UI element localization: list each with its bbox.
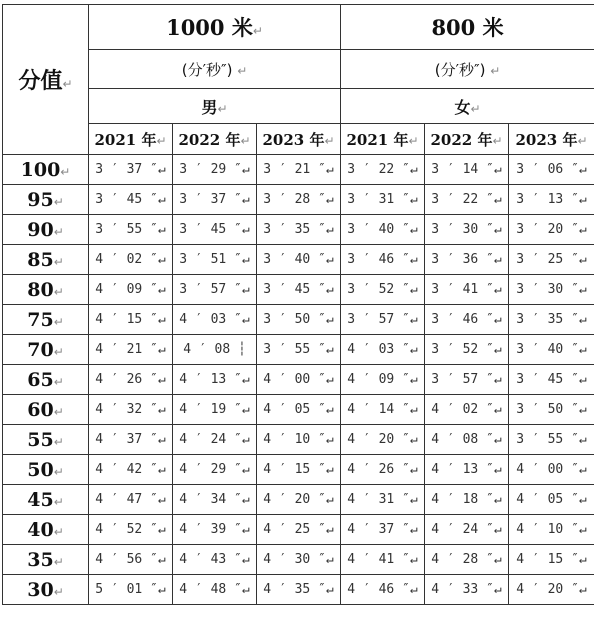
time-cell bbox=[173, 215, 257, 245]
time-cell bbox=[89, 395, 173, 425]
time-cell bbox=[425, 485, 509, 515]
gender-female-cell bbox=[341, 89, 595, 124]
year-header-cell bbox=[509, 124, 595, 155]
year-header-cell bbox=[425, 124, 509, 155]
paragraph-mark: ↵ bbox=[60, 164, 71, 179]
time-cell bbox=[341, 365, 425, 395]
time-cell bbox=[509, 425, 595, 455]
time-value: 3 ′ 50 ″↵ bbox=[516, 402, 587, 417]
time-cell bbox=[341, 275, 425, 305]
paragraph-mark: ↵ bbox=[53, 254, 64, 269]
paragraph-mark: ↵ bbox=[490, 63, 501, 78]
time-cell bbox=[257, 185, 341, 215]
time-value: 3 ′ 25 ″↵ bbox=[516, 252, 587, 267]
time-cell bbox=[509, 365, 595, 395]
table-row bbox=[3, 335, 595, 365]
points-cell bbox=[3, 455, 89, 485]
page-edge bbox=[594, 0, 600, 619]
year-suffix: 年 bbox=[562, 130, 578, 149]
time-value: 3 ′ 55 ″↵ bbox=[516, 432, 587, 447]
time-value: 4 ′ 52 ″↵ bbox=[95, 522, 166, 537]
time-value: 3 ′ 46 ″↵ bbox=[347, 252, 418, 267]
time-cell bbox=[173, 305, 257, 335]
time-cell bbox=[173, 185, 257, 215]
paragraph-mark: ↵ bbox=[53, 224, 64, 239]
paragraph-mark: ↵ bbox=[53, 464, 64, 479]
event-800m-unit: 米 bbox=[482, 16, 504, 40]
time-value: 3 ′ 45 ″↵ bbox=[263, 282, 334, 297]
time-value: 4 ′ 37 ″↵ bbox=[95, 432, 166, 447]
time-value: 3 ′ 30 ″↵ bbox=[516, 282, 587, 297]
time-value: 3 ′ 14 ″↵ bbox=[431, 162, 502, 177]
time-cell bbox=[257, 395, 341, 425]
year-number: 2021 bbox=[346, 130, 389, 149]
time-value: 4 ′ 26 ″↵ bbox=[347, 462, 418, 477]
time-cell bbox=[509, 185, 595, 215]
time-cell bbox=[173, 425, 257, 455]
paragraph-mark: ↵ bbox=[53, 434, 64, 449]
points-cell bbox=[3, 545, 89, 575]
points-value: 85 bbox=[27, 248, 54, 271]
time-cell bbox=[425, 215, 509, 245]
gender-male-cell bbox=[89, 89, 341, 124]
time-value: 4 ′ 03 ″↵ bbox=[347, 342, 418, 357]
time-value: 3 ′ 22 ″↵ bbox=[347, 162, 418, 177]
paragraph-mark: ↵ bbox=[53, 404, 64, 419]
time-cell bbox=[89, 335, 173, 365]
time-value: 4 ′ 47 ″↵ bbox=[95, 492, 166, 507]
time-cell bbox=[341, 455, 425, 485]
time-cell bbox=[425, 365, 509, 395]
time-cell bbox=[173, 335, 257, 365]
time-cell bbox=[509, 335, 595, 365]
year-suffix: 年 bbox=[309, 130, 325, 149]
time-value: 4 ′ 37 ″↵ bbox=[347, 522, 418, 537]
time-cell bbox=[425, 395, 509, 425]
time-value: 4 ′ 25 ″↵ bbox=[263, 522, 334, 537]
time-cell bbox=[425, 155, 509, 185]
time-cell bbox=[509, 485, 595, 515]
points-cell bbox=[3, 185, 89, 215]
time-value: 4 ′ 39 ″↵ bbox=[179, 522, 250, 537]
header-row-gender bbox=[3, 89, 595, 124]
points-value: 75 bbox=[27, 308, 54, 331]
time-value: 4 ′ 32 ″↵ bbox=[95, 402, 166, 417]
time-cell bbox=[341, 395, 425, 425]
time-value: 4 ′ 15 ″↵ bbox=[95, 312, 166, 327]
year-number: 2021 bbox=[94, 130, 137, 149]
time-cell bbox=[425, 425, 509, 455]
time-value: 3 ′ 46 ″↵ bbox=[431, 312, 502, 327]
time-cell bbox=[341, 185, 425, 215]
table-row bbox=[3, 545, 595, 575]
time-cell bbox=[509, 575, 595, 605]
time-cell bbox=[89, 275, 173, 305]
time-cell bbox=[425, 455, 509, 485]
time-value: 4 ′ 02 ″↵ bbox=[95, 252, 166, 267]
header-row-year bbox=[3, 124, 595, 155]
paragraph-mark: ↵ bbox=[324, 133, 335, 148]
time-cell bbox=[257, 515, 341, 545]
time-cell bbox=[257, 485, 341, 515]
time-value: 3 ′ 45 ″↵ bbox=[516, 372, 587, 387]
time-value: 4 ′ 24 ″↵ bbox=[431, 522, 502, 537]
time-value: 3 ′ 22 ″↵ bbox=[431, 192, 502, 207]
paragraph-mark: ↵ bbox=[408, 133, 419, 148]
time-value: 4 ′ 35 ″↵ bbox=[263, 582, 334, 597]
time-cell bbox=[257, 545, 341, 575]
year-header-cell bbox=[89, 124, 173, 155]
table-row bbox=[3, 305, 595, 335]
year-number: 2023 bbox=[262, 130, 305, 149]
time-cell bbox=[257, 305, 341, 335]
time-cell bbox=[173, 485, 257, 515]
time-value: 4 ′ 20 ″↵ bbox=[263, 492, 334, 507]
time-value: 4 ′ 31 ″↵ bbox=[347, 492, 418, 507]
time-cell bbox=[425, 515, 509, 545]
table-row bbox=[3, 575, 595, 605]
table-row bbox=[3, 185, 595, 215]
time-value: 3 ′ 45 ″↵ bbox=[95, 192, 166, 207]
paragraph-mark: ↵ bbox=[53, 554, 64, 569]
time-cell bbox=[341, 515, 425, 545]
points-cell bbox=[3, 335, 89, 365]
points-cell bbox=[3, 395, 89, 425]
time-value: 3 ′ 50 ″↵ bbox=[263, 312, 334, 327]
time-cell bbox=[425, 245, 509, 275]
paragraph-mark: ↵ bbox=[470, 101, 481, 116]
time-value: 4 ′ 18 ″↵ bbox=[431, 492, 502, 507]
time-value: 3 ′ 21 ″↵ bbox=[263, 162, 334, 177]
time-value: 3 ′ 40 ″↵ bbox=[263, 252, 334, 267]
paragraph-mark: ↵ bbox=[156, 133, 167, 148]
time-value: 3 ′ 52 ″↵ bbox=[431, 342, 502, 357]
points-value: 55 bbox=[27, 428, 54, 451]
time-value: 3 ′ 29 ″↵ bbox=[179, 162, 250, 177]
time-cell bbox=[89, 305, 173, 335]
unit-right-label: (分′秒″) bbox=[434, 60, 486, 79]
time-value: 4 ′ 48 ″↵ bbox=[179, 582, 250, 597]
year-header-cell bbox=[173, 124, 257, 155]
score-table-body bbox=[3, 5, 595, 605]
table-row bbox=[3, 515, 595, 545]
points-value: 95 bbox=[27, 188, 54, 211]
table-row bbox=[3, 395, 595, 425]
paragraph-mark: ↵ bbox=[577, 133, 588, 148]
time-value: 3 ′ 57 ″↵ bbox=[347, 312, 418, 327]
time-value: 4 ′ 08 ″↵ bbox=[431, 432, 502, 447]
year-suffix: 年 bbox=[477, 130, 493, 149]
year-number: 2023 bbox=[515, 130, 558, 149]
time-value: 4 ′ 15 ″↵ bbox=[263, 462, 334, 477]
time-value: 4 ′ 26 ″↵ bbox=[95, 372, 166, 387]
gender-male-label: 男 bbox=[201, 97, 218, 117]
time-value: 4 ′ 10 ″↵ bbox=[263, 432, 334, 447]
time-cell bbox=[509, 275, 595, 305]
time-cell bbox=[89, 455, 173, 485]
year-number: 2022 bbox=[178, 130, 221, 149]
time-cell bbox=[509, 545, 595, 575]
paragraph-mark: ↵ bbox=[53, 284, 64, 299]
points-value: 60 bbox=[27, 398, 54, 421]
table-row bbox=[3, 275, 595, 305]
time-cell bbox=[509, 155, 595, 185]
time-cell bbox=[509, 245, 595, 275]
time-value: 3 ′ 57 ″↵ bbox=[431, 372, 502, 387]
event-800m-header bbox=[341, 5, 595, 50]
points-cell bbox=[3, 215, 89, 245]
time-cell bbox=[257, 245, 341, 275]
time-cell bbox=[257, 365, 341, 395]
time-cell bbox=[173, 365, 257, 395]
time-value: 5 ′ 01 ″↵ bbox=[95, 582, 166, 597]
time-cell bbox=[257, 575, 341, 605]
points-value: 80 bbox=[27, 278, 54, 301]
time-cell bbox=[257, 275, 341, 305]
time-cell bbox=[89, 155, 173, 185]
time-value: 3 ′ 35 ″↵ bbox=[516, 312, 587, 327]
time-cell bbox=[341, 215, 425, 245]
points-value: 65 bbox=[27, 368, 54, 391]
table-row bbox=[3, 485, 595, 515]
year-suffix: 年 bbox=[393, 130, 409, 149]
time-value: 3 ′ 28 ″↵ bbox=[263, 192, 334, 207]
time-cell bbox=[89, 485, 173, 515]
time-cell bbox=[257, 335, 341, 365]
time-value: 3 ′ 06 ″↵ bbox=[516, 162, 587, 177]
points-value: 100 bbox=[20, 158, 61, 181]
time-value: 4 ′ 24 ″↵ bbox=[179, 432, 250, 447]
time-value: 3 ′ 41 ″↵ bbox=[431, 282, 502, 297]
time-cell bbox=[257, 215, 341, 245]
unit-right-cell bbox=[341, 50, 595, 89]
time-value: 4 ′ 09 ″↵ bbox=[347, 372, 418, 387]
score-table bbox=[2, 4, 595, 605]
time-cell bbox=[509, 395, 595, 425]
time-cell bbox=[257, 455, 341, 485]
time-cell bbox=[341, 245, 425, 275]
unit-left-label: (分′秒″) bbox=[181, 60, 233, 79]
time-cell bbox=[425, 335, 509, 365]
points-value: 50 bbox=[27, 458, 54, 481]
points-value: 45 bbox=[27, 488, 54, 511]
paragraph-mark: ↵ bbox=[53, 374, 64, 389]
table-row bbox=[3, 455, 595, 485]
time-cell bbox=[257, 155, 341, 185]
time-value: 3 ′ 30 ″↵ bbox=[431, 222, 502, 237]
time-value: 4 ′ 10 ″↵ bbox=[516, 522, 587, 537]
time-cell bbox=[425, 305, 509, 335]
event-1000m-distance: 1000 bbox=[166, 15, 225, 40]
time-cell bbox=[425, 185, 509, 215]
time-value: 3 ′ 31 ″↵ bbox=[347, 192, 418, 207]
paragraph-mark: ↵ bbox=[53, 314, 64, 329]
time-cell bbox=[89, 365, 173, 395]
time-value: 4 ′ 29 ″↵ bbox=[179, 462, 250, 477]
table-row bbox=[3, 215, 595, 245]
time-value: 4 ′ 43 ″↵ bbox=[179, 552, 250, 567]
points-value: 35 bbox=[27, 548, 54, 571]
time-value: 3 ′ 51 ″↵ bbox=[179, 252, 250, 267]
time-value: 4 ′ 15 ″↵ bbox=[516, 552, 587, 567]
points-value: 70 bbox=[27, 338, 54, 361]
paragraph-mark: ↵ bbox=[62, 77, 73, 91]
time-cell bbox=[509, 305, 595, 335]
time-value: 3 ′ 52 ″↵ bbox=[347, 282, 418, 297]
time-value: 4 ′ 56 ″↵ bbox=[95, 552, 166, 567]
time-value: 3 ′ 55 ″↵ bbox=[95, 222, 166, 237]
table-row bbox=[3, 365, 595, 395]
event-800m-distance: 800 bbox=[431, 15, 476, 40]
time-cell bbox=[173, 275, 257, 305]
paragraph-mark: ↵ bbox=[53, 584, 64, 599]
time-value: 4 ′ 21 ″↵ bbox=[95, 342, 166, 357]
paragraph-mark: ↵ bbox=[53, 344, 64, 359]
table-row bbox=[3, 245, 595, 275]
points-cell bbox=[3, 515, 89, 545]
time-value: 4 ′ 02 ″↵ bbox=[431, 402, 502, 417]
time-value: 4 ′ 28 ″↵ bbox=[431, 552, 502, 567]
time-cell bbox=[341, 545, 425, 575]
paragraph-mark: ↵ bbox=[237, 63, 248, 78]
year-header-cell bbox=[341, 124, 425, 155]
points-cell bbox=[3, 425, 89, 455]
points-header-label: 分值 bbox=[18, 69, 63, 94]
time-value: 4 ′ 08 ┆ bbox=[183, 342, 246, 357]
time-value: 3 ′ 35 ″↵ bbox=[263, 222, 334, 237]
points-value: 40 bbox=[27, 518, 54, 541]
time-value: 3 ′ 40 ″↵ bbox=[516, 342, 587, 357]
time-value: 4 ′ 20 ″↵ bbox=[347, 432, 418, 447]
time-value: 3 ′ 36 ″↵ bbox=[431, 252, 502, 267]
time-cell bbox=[509, 455, 595, 485]
paragraph-mark: ↵ bbox=[492, 133, 503, 148]
time-value: 4 ′ 05 ″↵ bbox=[516, 492, 587, 507]
time-value: 3 ′ 20 ″↵ bbox=[516, 222, 587, 237]
time-value: 3 ′ 57 ″↵ bbox=[179, 282, 250, 297]
event-1000m-header bbox=[89, 5, 341, 50]
year-header-cell bbox=[257, 124, 341, 155]
time-cell bbox=[173, 575, 257, 605]
paragraph-mark: ↵ bbox=[53, 194, 64, 209]
time-value: 3 ′ 55 ″↵ bbox=[263, 342, 334, 357]
time-value: 4 ′ 14 ″↵ bbox=[347, 402, 418, 417]
year-suffix: 年 bbox=[225, 130, 241, 149]
time-cell bbox=[425, 575, 509, 605]
time-value: 3 ′ 40 ″↵ bbox=[347, 222, 418, 237]
time-cell bbox=[89, 425, 173, 455]
paragraph-mark: ↵ bbox=[53, 524, 64, 539]
paragraph-mark: ↵ bbox=[252, 24, 263, 38]
points-value: 30 bbox=[27, 578, 54, 601]
time-cell bbox=[173, 515, 257, 545]
time-cell bbox=[89, 545, 173, 575]
time-value: 4 ′ 05 ″↵ bbox=[263, 402, 334, 417]
unit-left-cell bbox=[89, 50, 341, 89]
time-cell bbox=[341, 485, 425, 515]
points-cell bbox=[3, 365, 89, 395]
time-cell bbox=[509, 515, 595, 545]
time-value: 4 ′ 41 ″↵ bbox=[347, 552, 418, 567]
points-value: 90 bbox=[27, 218, 54, 241]
year-number: 2022 bbox=[430, 130, 473, 149]
time-value: 4 ′ 30 ″↵ bbox=[263, 552, 334, 567]
time-value: 4 ′ 00 ″↵ bbox=[516, 462, 587, 477]
points-cell bbox=[3, 245, 89, 275]
time-cell bbox=[173, 245, 257, 275]
year-suffix: 年 bbox=[141, 130, 157, 149]
table-row bbox=[3, 425, 595, 455]
time-cell bbox=[509, 215, 595, 245]
time-cell bbox=[89, 575, 173, 605]
time-cell bbox=[173, 155, 257, 185]
paragraph-mark: ↵ bbox=[240, 133, 251, 148]
time-cell bbox=[173, 395, 257, 425]
time-cell bbox=[341, 335, 425, 365]
time-cell bbox=[89, 185, 173, 215]
time-cell bbox=[425, 545, 509, 575]
time-value: 4 ′ 46 ″↵ bbox=[347, 582, 418, 597]
paragraph-mark: ↵ bbox=[53, 494, 64, 509]
time-value: 4 ′ 42 ″↵ bbox=[95, 462, 166, 477]
time-value: 4 ′ 13 ″↵ bbox=[179, 372, 250, 387]
time-cell bbox=[341, 425, 425, 455]
points-cell bbox=[3, 275, 89, 305]
time-cell bbox=[341, 155, 425, 185]
event-1000m-unit: 米 bbox=[231, 16, 253, 40]
time-cell bbox=[173, 455, 257, 485]
time-cell bbox=[173, 545, 257, 575]
time-value: 4 ′ 03 ″↵ bbox=[179, 312, 250, 327]
gender-female-label: 女 bbox=[454, 97, 471, 117]
time-cell bbox=[89, 245, 173, 275]
time-value: 4 ′ 33 ″↵ bbox=[431, 582, 502, 597]
time-value: 4 ′ 19 ″↵ bbox=[179, 402, 250, 417]
time-value: 3 ′ 13 ″↵ bbox=[516, 192, 587, 207]
time-value: 4 ′ 00 ″↵ bbox=[263, 372, 334, 387]
time-value: 3 ′ 45 ″↵ bbox=[179, 222, 250, 237]
time-value: 4 ′ 09 ″↵ bbox=[95, 282, 166, 297]
time-cell bbox=[257, 425, 341, 455]
time-value: 3 ′ 37 ″↵ bbox=[179, 192, 250, 207]
points-cell bbox=[3, 575, 89, 605]
time-value: 4 ′ 20 ″↵ bbox=[516, 582, 587, 597]
paragraph-mark: ↵ bbox=[217, 101, 228, 116]
time-cell bbox=[89, 215, 173, 245]
header-row-event bbox=[3, 5, 595, 50]
time-value: 4 ′ 13 ″↵ bbox=[431, 462, 502, 477]
time-cell bbox=[341, 575, 425, 605]
points-cell bbox=[3, 485, 89, 515]
points-header-cell bbox=[3, 5, 89, 155]
time-cell bbox=[341, 305, 425, 335]
time-value: 4 ′ 34 ″↵ bbox=[179, 492, 250, 507]
points-cell bbox=[3, 305, 89, 335]
time-value: 3 ′ 37 ″↵ bbox=[95, 162, 166, 177]
time-cell bbox=[425, 275, 509, 305]
time-cell bbox=[89, 515, 173, 545]
table-row bbox=[3, 155, 595, 185]
header-row-unit bbox=[3, 50, 595, 89]
points-cell bbox=[3, 155, 89, 185]
